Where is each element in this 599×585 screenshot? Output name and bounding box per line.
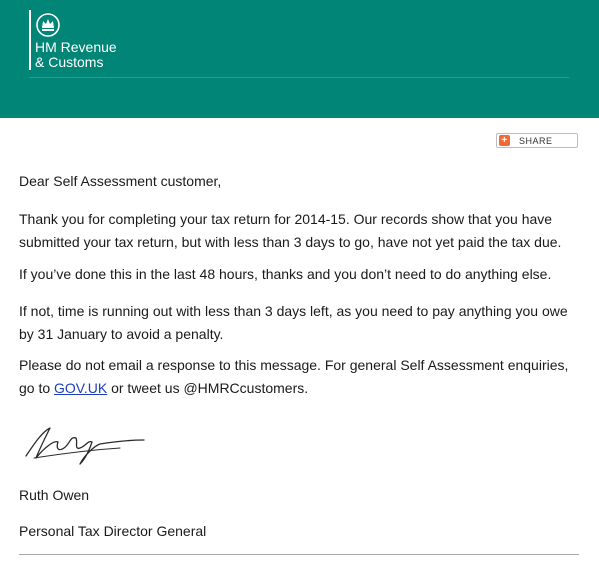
brand-line-2: & Customs	[35, 54, 104, 70]
signatory-name: Ruth Owen	[19, 487, 90, 503]
brand-bar	[29, 10, 33, 70]
body-paragraph-4	[19, 354, 579, 400]
para4-text-after: or tweet us @HMRCcustomers.	[107, 380, 309, 396]
brand-line-1: HM Revenue	[35, 39, 117, 55]
body-paragraph-3: If not, time is running out with less than 3 days left, as you need to pay anything you owe by 31 January to avoid a penalty.	[19, 303, 568, 342]
signatory-title: Personal Tax Director General	[19, 523, 207, 539]
handwritten-signature	[20, 418, 150, 468]
para4-text-before: Please do not email a response to this message. For general Self Assessment enquiries, go to	[19, 357, 569, 396]
crown-crest-icon	[35, 12, 61, 38]
share-button[interactable]	[496, 133, 578, 148]
body-paragraph-2: If you’ve done this in the last 48 hours, thanks and you don’t need to do anything else.	[19, 266, 552, 282]
footer-divider	[19, 554, 579, 555]
hmrc-header	[0, 0, 599, 118]
header-divider	[29, 77, 569, 78]
gov-uk-link[interactable]: GOV.UK	[54, 380, 108, 396]
brand-name	[35, 40, 117, 70]
greeting: Dear Self Assessment customer,	[19, 173, 222, 189]
share-button-label: SHARE	[519, 135, 553, 146]
body-paragraph-1: Thank you for completing your tax return for 2014-15. Our records show that you have submitted your tax return, but with less than 3 days to go, have not yet paid the tax due.	[19, 211, 562, 250]
plus-icon: +	[499, 135, 510, 146]
